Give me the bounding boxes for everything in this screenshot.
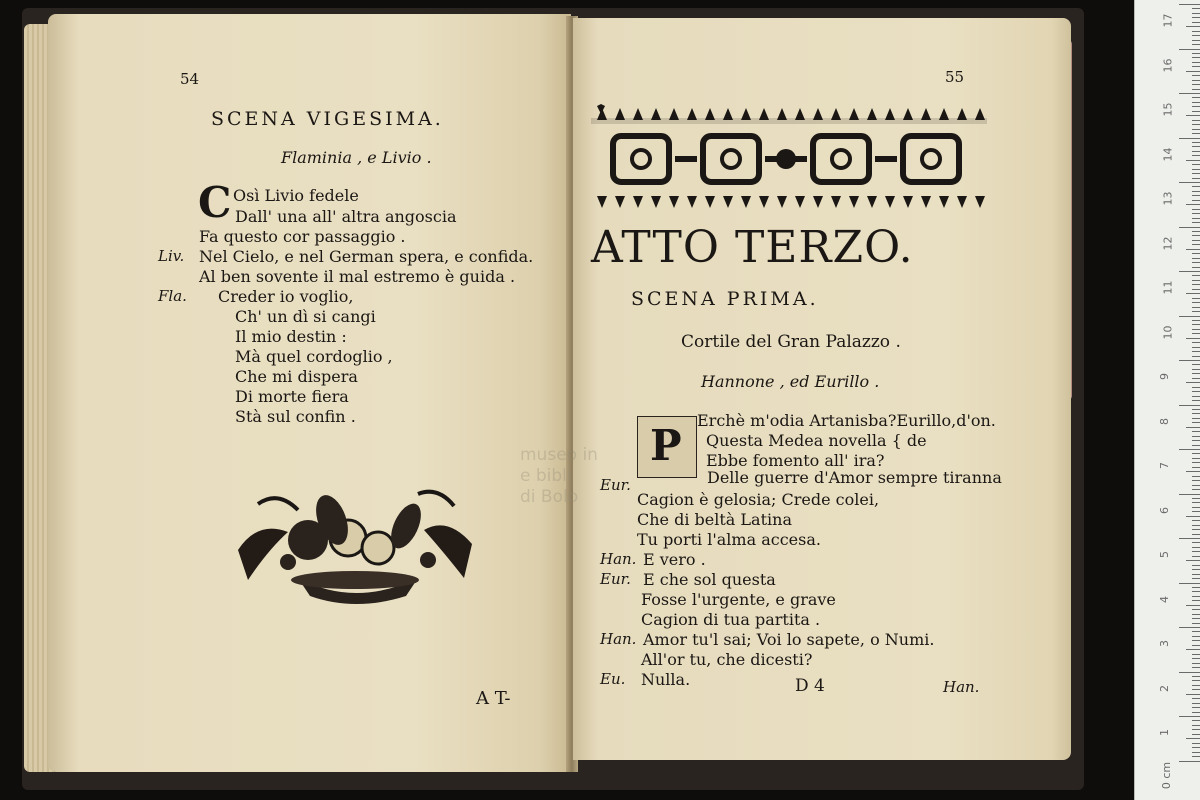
ruler-number: 6 <box>1158 506 1171 514</box>
ruler-tick <box>1186 204 1200 205</box>
ruler-tick <box>1186 71 1200 72</box>
speaker-label: Eur. <box>600 476 631 494</box>
ruler-tick <box>1186 382 1200 383</box>
ruler-tick <box>1192 676 1200 677</box>
ruler-tick <box>1192 280 1200 281</box>
ruler-tick <box>1192 289 1200 290</box>
ruler-tick <box>1192 342 1200 343</box>
ruler-tick <box>1192 574 1200 575</box>
ruler-tick <box>1192 155 1200 156</box>
ruler-tick <box>1192 146 1200 147</box>
fleuron-mark <box>651 196 661 208</box>
ruler-tick <box>1192 413 1200 414</box>
ruler-tick <box>1192 623 1200 624</box>
ruler-tick <box>1192 431 1200 432</box>
fleuron-mark <box>777 196 787 208</box>
fleuron-mark <box>687 196 697 208</box>
ruler-number: 9 <box>1158 373 1171 380</box>
fleuron-mark <box>885 108 895 120</box>
catchword: Han. <box>943 678 980 696</box>
ruler-tick <box>1192 178 1200 179</box>
ruler-tick <box>1192 302 1200 303</box>
ruler-tick <box>1179 672 1200 673</box>
ruler-tick <box>1192 80 1200 81</box>
ruler-tick <box>1192 213 1200 214</box>
right-page <box>573 18 1071 760</box>
ruler-tick <box>1192 663 1200 664</box>
fleuron-mark <box>759 196 769 208</box>
fleuron-mark <box>813 196 823 208</box>
drop-capital: P <box>650 421 682 470</box>
ruler-tick <box>1192 756 1200 757</box>
fleuron-mark <box>651 108 661 120</box>
page-number: 54 <box>180 70 200 88</box>
ruler-tick <box>1192 369 1200 370</box>
ruler-tick <box>1192 186 1200 187</box>
fleuron-mark <box>903 196 913 208</box>
ruler-tick <box>1192 458 1200 459</box>
ruler-tick <box>1192 453 1200 454</box>
ruler-tick <box>1192 743 1200 744</box>
ruler-number: 1 <box>1158 729 1171 736</box>
fleuron-mark <box>867 196 877 208</box>
fleuron-mark <box>903 108 913 120</box>
ruler-tick <box>1192 391 1200 392</box>
ruler-number: 8 <box>1158 417 1171 425</box>
verse-line: Cagion è gelosia; Crede colei, <box>637 490 880 509</box>
ruler-tick <box>1192 347 1200 348</box>
verse-line: Osì Livio fedele <box>233 186 359 205</box>
ruler-tick <box>1186 605 1200 606</box>
watermark-line: e bibli <box>520 466 572 486</box>
ruler-number: 11 <box>1161 280 1175 295</box>
verse-line: Mà quel cordoglio , <box>235 347 393 366</box>
ruler-number: 4 <box>1158 595 1171 603</box>
ruler-tick <box>1192 440 1200 441</box>
character-list: Flaminia , e Livio . <box>281 148 432 167</box>
verse-line: All'or tu, che dicesti? <box>641 650 813 669</box>
fleuron-mark <box>669 108 679 120</box>
watermark <box>520 445 598 508</box>
ruler-tick <box>1192 600 1200 601</box>
verse-line: Che mi dispera <box>235 367 358 386</box>
speaker-label: Han. <box>600 630 637 648</box>
ruler-tick <box>1192 200 1200 201</box>
ruler-number: 12 <box>1161 236 1175 250</box>
fleuron-mark <box>795 108 805 120</box>
verse-line: E che sol questa <box>643 570 776 589</box>
ruler-tick <box>1192 40 1200 41</box>
verse-line: Dall' una all' altra angoscia <box>235 207 457 226</box>
ruler-number: 15 <box>1161 102 1175 117</box>
ruler-tick <box>1192 596 1200 597</box>
ruler-tick <box>1192 747 1200 748</box>
ruler-tick <box>1186 338 1200 339</box>
ruler-tick <box>1186 293 1200 294</box>
ruler-tick <box>1192 734 1200 735</box>
verse-line: Di morte fiera <box>235 387 349 406</box>
ruler-tick <box>1186 160 1200 161</box>
ruler-tick <box>1179 316 1200 317</box>
page-number: 55 <box>945 68 965 86</box>
ruler-tick <box>1179 405 1200 406</box>
watermark-line: museo in <box>520 445 598 465</box>
ruler-tick <box>1192 591 1200 592</box>
verse-line: Fosse l'urgente, e grave <box>641 590 836 609</box>
ruler-tick <box>1192 62 1200 63</box>
fleuron-mark <box>849 108 859 120</box>
measuring-ruler <box>1134 0 1200 800</box>
ruler-tick <box>1192 525 1200 526</box>
fruit-bowl-woodcut-icon <box>228 480 482 612</box>
ruler-tick <box>1192 556 1200 557</box>
ruler-tick <box>1192 209 1200 210</box>
fleuron-mark <box>633 108 643 120</box>
ruler-tick <box>1179 761 1200 762</box>
ruler-tick <box>1192 22 1200 23</box>
verse-line: Nulla. <box>641 670 691 689</box>
ruler-tick <box>1192 324 1200 325</box>
ruler-tick <box>1186 471 1200 472</box>
ruler-tick <box>1192 164 1200 165</box>
verse-line: Al ben sovente il mal estremo è guida . <box>199 267 516 286</box>
ruler-tick <box>1192 13 1200 14</box>
fleuron-mark <box>831 108 841 120</box>
ruler-tick <box>1192 729 1200 730</box>
verse-line: Ebbe fomento all' ira? <box>706 451 885 470</box>
ruler-tick <box>1179 360 1200 361</box>
verse-line: E vero . <box>643 550 706 569</box>
ruler-tick <box>1192 102 1200 103</box>
ruler-tick <box>1192 685 1200 686</box>
ruler-tick <box>1192 235 1200 236</box>
fleuron-mark <box>741 196 751 208</box>
ruler-tick <box>1192 240 1200 241</box>
ruler-tick <box>1186 427 1200 428</box>
speaker-label: Eu. <box>600 670 626 688</box>
ruler-tick <box>1192 542 1200 543</box>
ruler-tick <box>1192 476 1200 477</box>
fleuron-mark <box>597 196 607 208</box>
ruler-tick <box>1192 529 1200 530</box>
verse-line: Che di beltà Latina <box>637 510 792 529</box>
ruler-tick <box>1192 57 1200 58</box>
ruler-tick <box>1192 645 1200 646</box>
ruler-tick <box>1186 249 1200 250</box>
scene-heading: SCENA PRIMA. <box>631 288 819 310</box>
ruler-tick <box>1192 400 1200 401</box>
ruler-tick <box>1192 129 1200 130</box>
ruler-tick <box>1192 489 1200 490</box>
fleuron-mark <box>831 196 841 208</box>
ruler-tick <box>1192 511 1200 512</box>
ruler-tick <box>1192 17 1200 18</box>
ruler-unit: 0 cm <box>1160 761 1174 790</box>
ruler-tick <box>1192 689 1200 690</box>
ruler-number: 14 <box>1161 147 1175 161</box>
fleuron-mark <box>723 108 733 120</box>
ruler-tick <box>1192 97 1200 98</box>
ruler-tick <box>1192 618 1200 619</box>
ruler-tick <box>1192 578 1200 579</box>
ruler-number: 17 <box>1161 13 1175 28</box>
fleuron-mark <box>759 108 769 120</box>
ruler-number: 3 <box>1158 640 1171 647</box>
ruler-tick <box>1192 654 1200 655</box>
ruler-tick <box>1186 649 1200 650</box>
act-title: ATTO TERZO. <box>591 222 914 273</box>
fleuron-mark <box>687 108 697 120</box>
speaker-label: Fla. <box>158 287 187 305</box>
ruler-tick <box>1192 351 1200 352</box>
ruler-tick <box>1192 387 1200 388</box>
scene-heading: SCENA VIGESIMA. <box>211 108 444 130</box>
ruler-tick <box>1192 658 1200 659</box>
fleuron-mark <box>939 196 949 208</box>
ruler-tick <box>1192 502 1200 503</box>
verse-line: Il mio destin : <box>235 327 347 346</box>
fleuron-mark <box>741 108 751 120</box>
ruler-tick <box>1192 311 1200 312</box>
ruler-tick <box>1192 31 1200 32</box>
ruler-tick <box>1179 49 1200 50</box>
ruler-tick <box>1192 640 1200 641</box>
fleuron-mark <box>633 196 643 208</box>
ruler-tick <box>1192 333 1200 334</box>
ruler-tick <box>1192 35 1200 36</box>
ruler-number: 10 <box>1161 325 1175 339</box>
verse-line: Creder io voglio, <box>218 287 354 306</box>
ruler-number: 7 <box>1158 462 1171 469</box>
ruler-tick <box>1192 752 1200 753</box>
fleuron-mark <box>777 108 787 120</box>
ruler-tick <box>1192 142 1200 143</box>
ruler-tick <box>1192 222 1200 223</box>
ruler-tick <box>1186 694 1200 695</box>
verse-line: Ch' un dì si cangi <box>235 307 376 326</box>
fleuron-mark <box>615 196 625 208</box>
verse-line: Amor tu'l sai; Voi lo sapete, o Numi. <box>643 630 935 649</box>
ruler-tick <box>1192 364 1200 365</box>
drop-capital: C <box>198 178 232 227</box>
ruler-tick <box>1192 712 1200 713</box>
ruler-tick <box>1192 307 1200 308</box>
ruler-tick <box>1186 738 1200 739</box>
verse-line: Nel Cielo, e nel German spera, e confida. <box>199 247 534 266</box>
ruler-tick <box>1179 494 1200 495</box>
ruler-tick <box>1186 560 1200 561</box>
fleuron-mark <box>957 196 967 208</box>
ruler-tick <box>1179 583 1200 584</box>
ruler-tick <box>1192 44 1200 45</box>
ruler-tick <box>1192 703 1200 704</box>
ruler-tick <box>1192 262 1200 263</box>
ruler-tick <box>1179 627 1200 628</box>
left-page <box>48 14 571 772</box>
ruler-tick <box>1192 75 1200 76</box>
ruler-tick <box>1192 480 1200 481</box>
ruler-tick <box>1192 329 1200 330</box>
ruler-tick <box>1192 218 1200 219</box>
ruler-tick <box>1192 320 1200 321</box>
verse-line: Stà sul confin . <box>235 407 356 426</box>
ruler-tick <box>1179 716 1200 717</box>
catchword: A T- <box>476 688 511 709</box>
fleuron-mark <box>975 108 985 120</box>
ruler-tick <box>1179 182 1200 183</box>
fleuron-mark <box>615 108 625 120</box>
ruler-tick <box>1192 133 1200 134</box>
fleuron-mark <box>939 108 949 120</box>
verse-line: Cagion di tua partita . <box>641 610 821 629</box>
ruler-tick <box>1192 498 1200 499</box>
ruler-tick <box>1192 698 1200 699</box>
ruler-tick <box>1179 4 1200 5</box>
ruler-tick <box>1192 720 1200 721</box>
fleuron-mark <box>921 108 931 120</box>
decorative-headpiece-icon <box>591 104 987 214</box>
ruler-number: 2 <box>1158 684 1171 692</box>
fleuron-mark <box>957 108 967 120</box>
ruler-tick <box>1192 422 1200 423</box>
ruler-tick <box>1192 462 1200 463</box>
ruler-tick <box>1192 284 1200 285</box>
ruler-tick <box>1192 231 1200 232</box>
ruler-tick <box>1192 356 1200 357</box>
ruler-tick <box>1192 631 1200 632</box>
fleuron-mark <box>723 196 733 208</box>
ruler-tick <box>1179 271 1200 272</box>
ruler-tick <box>1192 120 1200 121</box>
fleuron-mark <box>867 108 877 120</box>
ruler-tick <box>1192 667 1200 668</box>
ruler-tick <box>1192 275 1200 276</box>
ruler-tick <box>1192 378 1200 379</box>
ruler-tick <box>1192 84 1200 85</box>
ruler-tick <box>1192 636 1200 637</box>
ruler-tick <box>1192 169 1200 170</box>
ruler-tick <box>1179 538 1200 539</box>
ruler-tick <box>1192 151 1200 152</box>
ruler-tick <box>1192 520 1200 521</box>
ruler-tick <box>1192 725 1200 726</box>
ornamental-initial <box>637 416 697 478</box>
ruler-tick <box>1192 409 1200 410</box>
speaker-label: Han. <box>600 550 637 568</box>
fleuron-mark <box>849 196 859 208</box>
ruler-number: 5 <box>1158 551 1171 558</box>
ruler-tick <box>1192 89 1200 90</box>
ruler-tick <box>1192 565 1200 566</box>
ruler-tick <box>1192 680 1200 681</box>
fleuron-mark <box>885 196 895 208</box>
ruler-tick <box>1192 267 1200 268</box>
ruler-tick <box>1192 173 1200 174</box>
signature-mark: D 4 <box>795 676 825 696</box>
ruler-tick <box>1186 115 1200 116</box>
verse-line: Erchè m'odia Artanisba?Eurillo,d'on. <box>697 411 996 430</box>
verse-line: Questa Medea novella { de <box>706 431 927 450</box>
ruler-tick <box>1192 8 1200 9</box>
fleuron-mark <box>921 196 931 208</box>
ruler-tick <box>1192 445 1200 446</box>
fleuron-mark <box>795 196 805 208</box>
ruler-tick <box>1192 547 1200 548</box>
fleuron-mark <box>975 196 985 208</box>
ruler-tick <box>1192 253 1200 254</box>
ruler-tick <box>1192 191 1200 192</box>
setting-line: Cortile del Gran Palazzo . <box>681 332 901 352</box>
ruler-tick <box>1192 298 1200 299</box>
ruler-tick <box>1192 485 1200 486</box>
ruler-tick <box>1192 66 1200 67</box>
ruler-tick <box>1192 53 1200 54</box>
speaker-label: Liv. <box>158 247 185 265</box>
ruler-tick <box>1192 707 1200 708</box>
speaker-label: Eur. <box>600 570 631 588</box>
ruler-tick <box>1192 106 1200 107</box>
fleuron-mark <box>669 196 679 208</box>
verse-line: Delle guerre d'Amor sempre tiranna <box>707 468 1002 487</box>
ruler-tick <box>1179 227 1200 228</box>
ruler-tick <box>1179 449 1200 450</box>
ruler-tick <box>1192 258 1200 259</box>
ruler-tick <box>1186 516 1200 517</box>
ruler-tick <box>1192 244 1200 245</box>
ruler-tick <box>1192 507 1200 508</box>
ruler-tick <box>1192 111 1200 112</box>
ruler-tick <box>1192 373 1200 374</box>
ruler-tick <box>1192 436 1200 437</box>
ruler-tick <box>1192 609 1200 610</box>
ruler-number: 16 <box>1161 58 1175 72</box>
ruler-tick <box>1192 587 1200 588</box>
fleuron-mark <box>705 108 715 120</box>
character-list: Hannone , ed Eurillo . <box>701 372 880 391</box>
ruler-tick <box>1192 467 1200 468</box>
fleuron-mark <box>705 196 715 208</box>
ruler-tick <box>1179 138 1200 139</box>
ruler-tick <box>1179 93 1200 94</box>
verse-line: Fa questo cor passaggio . <box>199 227 406 246</box>
ruler-tick <box>1192 551 1200 552</box>
ruler-tick <box>1192 534 1200 535</box>
ruler-tick <box>1192 418 1200 419</box>
watermark-line: di Bolo <box>520 487 579 507</box>
ruler-tick <box>1192 569 1200 570</box>
ruler-tick <box>1192 614 1200 615</box>
fleuron-mark <box>813 108 823 120</box>
fleuron-mark <box>597 108 607 120</box>
ruler-tick <box>1192 124 1200 125</box>
ruler-tick <box>1192 195 1200 196</box>
verse-line: Tu porti l'alma accesa. <box>637 530 821 549</box>
ruler-tick <box>1186 26 1200 27</box>
ruler-tick <box>1192 396 1200 397</box>
ruler-number: 13 <box>1161 191 1175 206</box>
